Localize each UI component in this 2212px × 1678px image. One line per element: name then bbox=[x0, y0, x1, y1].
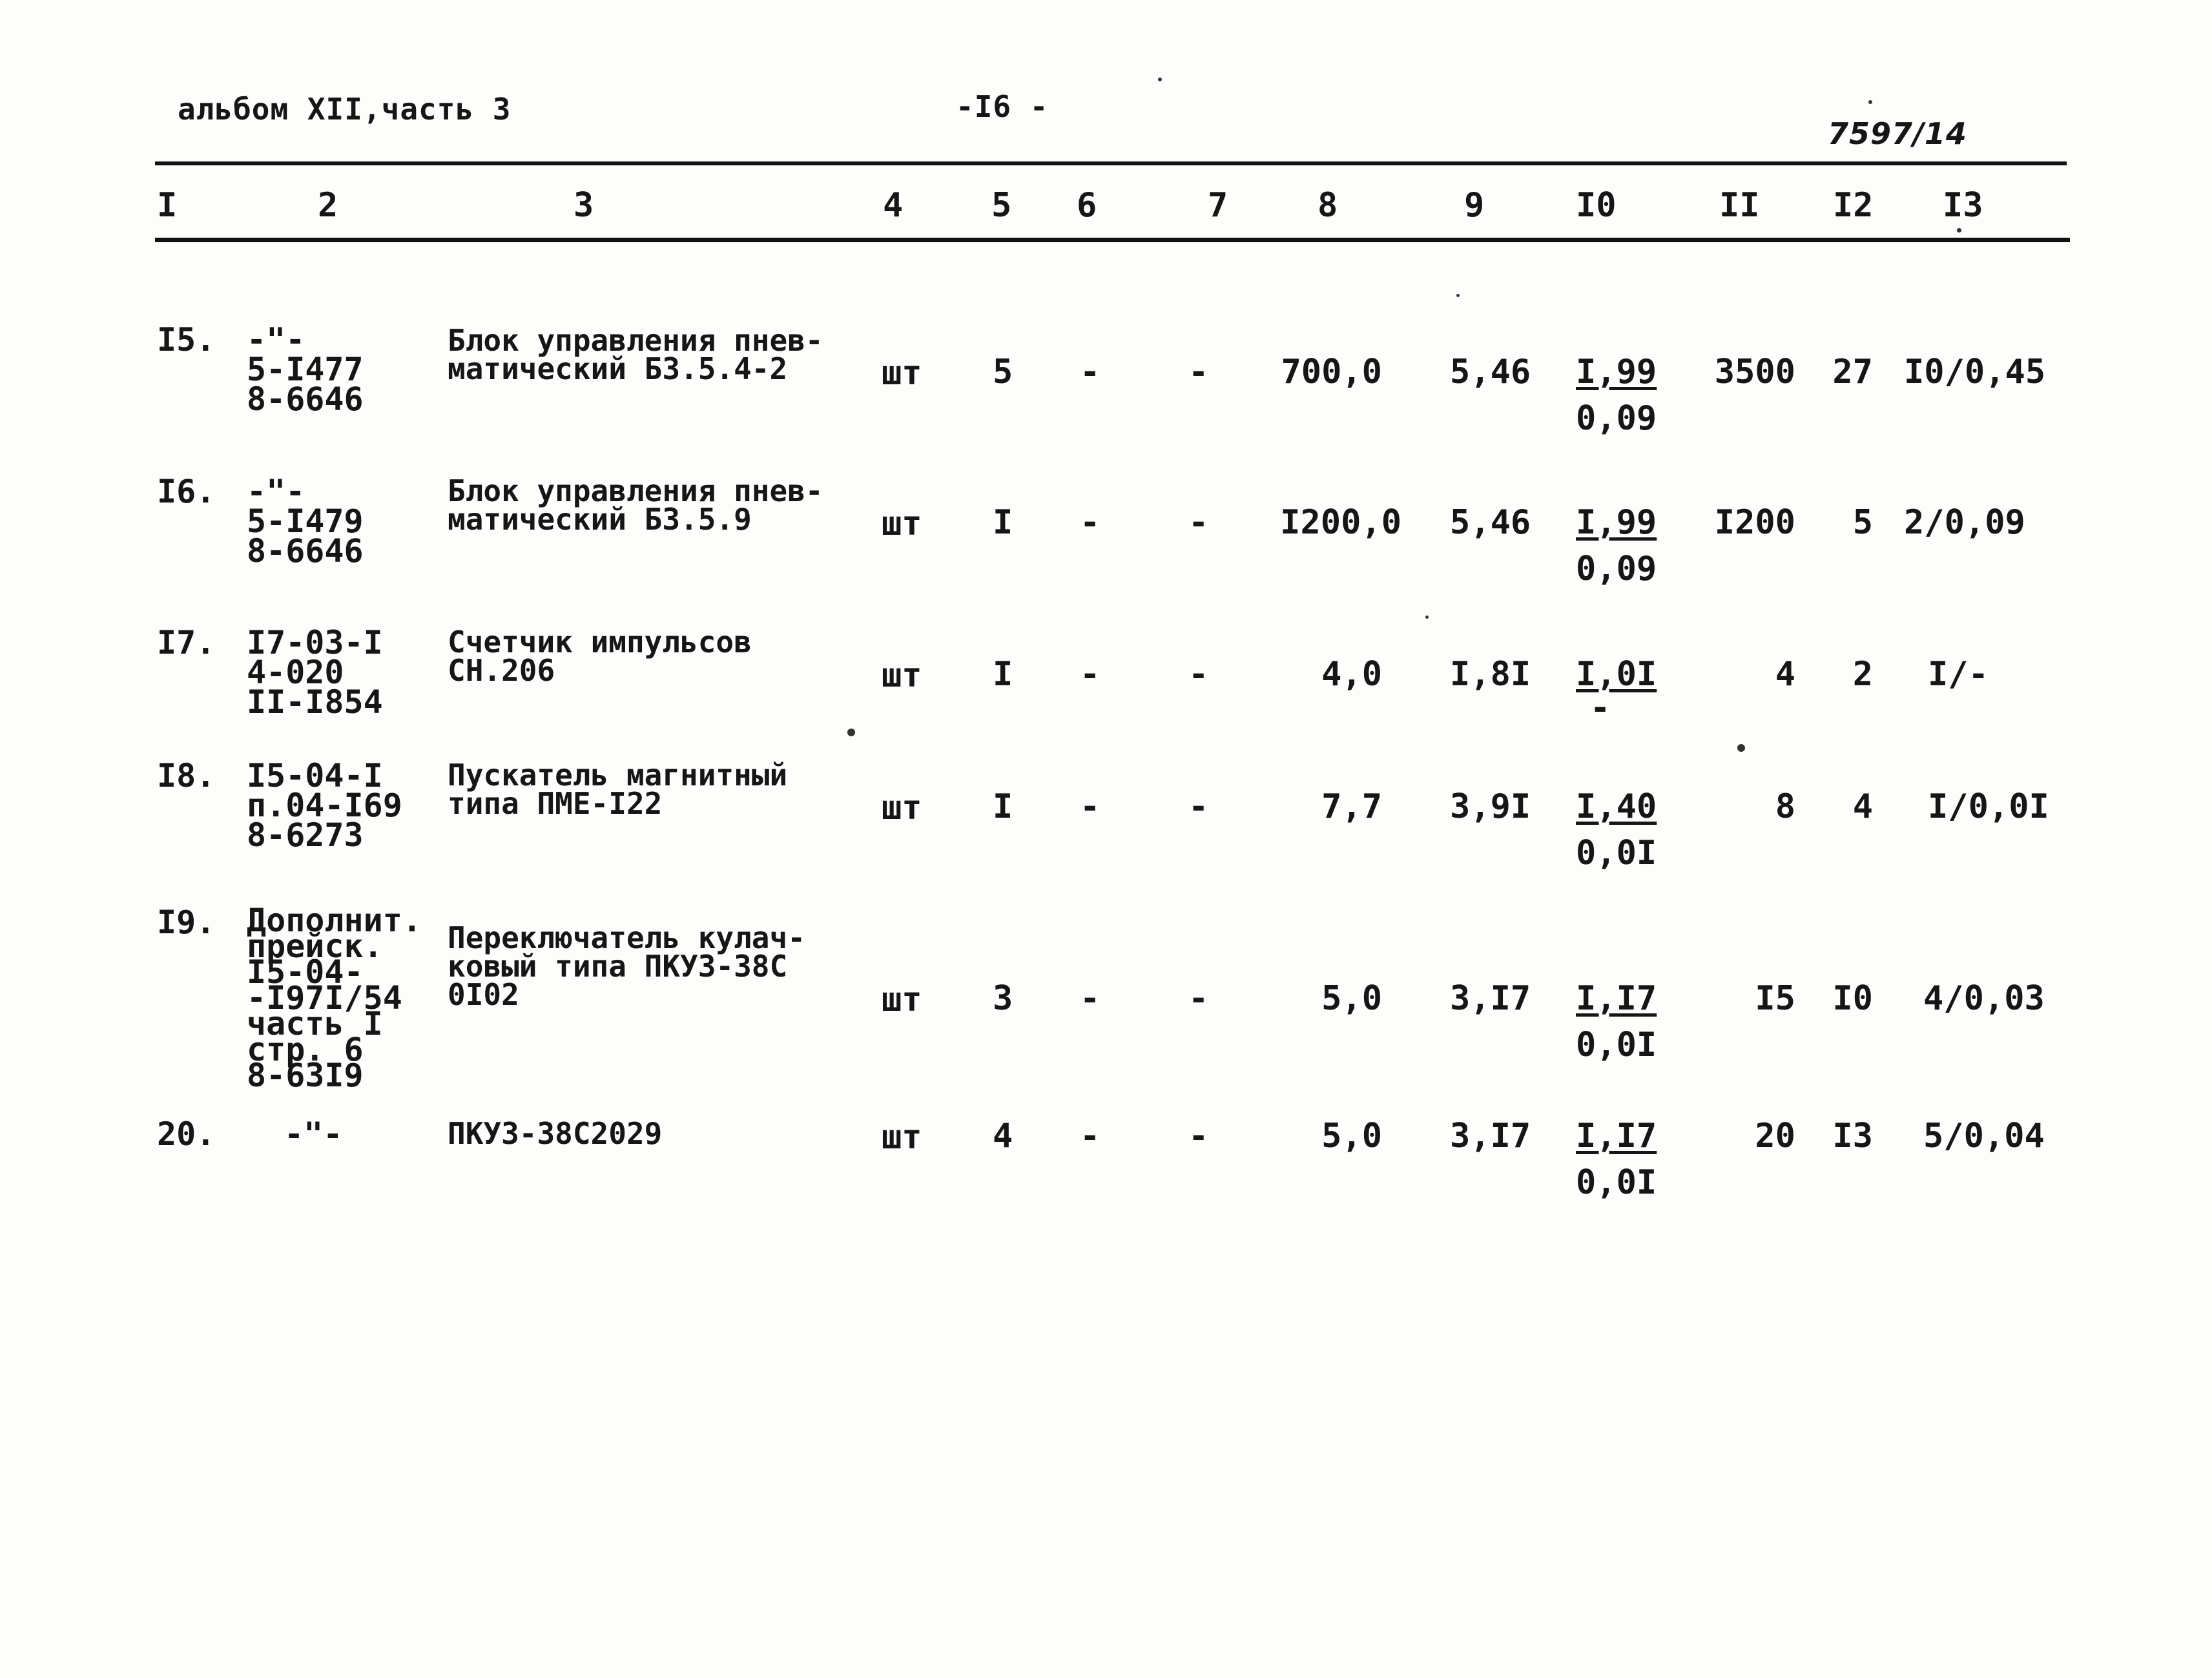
col10-bottom: 0,09 bbox=[1576, 399, 1657, 438]
col11-value: 20 bbox=[1755, 1117, 1795, 1155]
col9-value: 5,46 bbox=[1450, 353, 1531, 391]
column-header: I0 bbox=[1576, 186, 1617, 225]
price-reference: I7-03-I 4-020 II-I854 bbox=[247, 624, 383, 721]
col10-bottom: 0,09 bbox=[1576, 550, 1657, 588]
column-header: 9 bbox=[1464, 186, 1485, 225]
col10-fraction bbox=[1576, 979, 1657, 1064]
col6-value: - bbox=[1080, 787, 1101, 826]
col9-value: 3,I7 bbox=[1450, 979, 1531, 1018]
col13-value: 5/0,04 bbox=[1923, 1117, 2045, 1155]
col12-value: 2 bbox=[1852, 655, 1873, 694]
col10-bottom: 0,0I bbox=[1576, 1026, 1657, 1064]
col13-value: 2/0,09 bbox=[1904, 503, 2025, 542]
col7-value: - bbox=[1188, 655, 1209, 694]
col10-top: I,0I bbox=[1576, 655, 1657, 694]
column-header: 7 bbox=[1208, 186, 1228, 225]
item-name: Блок управления пнев- матический Б3.5.9 bbox=[448, 473, 823, 537]
scan-speck bbox=[1868, 100, 1872, 104]
scan-speck bbox=[1158, 78, 1162, 81]
column-header: 2 bbox=[318, 186, 338, 225]
col10-top: I,I7 bbox=[1576, 979, 1657, 1018]
quantity: 5 bbox=[993, 353, 1013, 391]
document-code: 7597/14 bbox=[1828, 116, 1967, 151]
column-header: I2 bbox=[1833, 186, 1874, 225]
col10-bottom: 0,0I bbox=[1576, 1163, 1657, 1202]
col8-value: 7,7 bbox=[1321, 787, 1382, 826]
col8-value: 5,0 bbox=[1321, 1117, 1382, 1155]
quantity: 3 bbox=[993, 979, 1013, 1018]
col10-fraction bbox=[1576, 1117, 1657, 1202]
unit: шт bbox=[882, 354, 922, 393]
col10-fraction bbox=[1576, 787, 1657, 873]
col8-value: 5,0 bbox=[1321, 979, 1382, 1018]
col10-fraction bbox=[1576, 503, 1657, 588]
col11-value: I200 bbox=[1714, 503, 1795, 542]
item-name: ПКУ3-38С2029 bbox=[448, 1116, 663, 1151]
column-header: 5 bbox=[991, 186, 1012, 225]
quantity: I bbox=[993, 787, 1013, 826]
item-name: Пускатель магнитный типа ПМЕ-I22 bbox=[448, 758, 788, 821]
col9-value: 3,9I bbox=[1450, 787, 1531, 826]
price-reference: -"- 5-I477 8-6646 bbox=[247, 321, 364, 418]
scan-speck bbox=[1456, 294, 1460, 297]
col6-value: - bbox=[1080, 1117, 1101, 1155]
row-number: I5. bbox=[157, 321, 216, 358]
col13-value: I/- bbox=[1928, 655, 1989, 694]
col6-value: - bbox=[1080, 655, 1101, 694]
col10-fraction bbox=[1576, 655, 1657, 727]
col11-value: 3500 bbox=[1714, 353, 1795, 391]
top-rule bbox=[155, 161, 2067, 165]
col12-value: 4 bbox=[1852, 787, 1873, 826]
col6-value: - bbox=[1080, 503, 1101, 542]
col12-value: I3 bbox=[1832, 1117, 1873, 1155]
col9-value: 5,46 bbox=[1450, 503, 1531, 542]
col7-value: - bbox=[1188, 979, 1209, 1018]
item-name: Переключатель кулач- ковый типа ПКУ3-38С 0I02 bbox=[448, 920, 805, 1012]
column-header: 3 bbox=[574, 186, 594, 225]
price-reference: -"- bbox=[284, 1115, 343, 1153]
col8-value: I200,0 bbox=[1280, 503, 1401, 542]
item-name: Счетчик импульсов СН.206 bbox=[448, 625, 752, 688]
col10-top: I,99 bbox=[1576, 503, 1657, 542]
col8-value: 4,0 bbox=[1321, 655, 1382, 694]
col10-top: I,I7 bbox=[1576, 1117, 1657, 1155]
quantity: I bbox=[993, 503, 1013, 542]
row-number: I8. bbox=[157, 757, 216, 794]
col8-value: 700,0 bbox=[1281, 353, 1382, 391]
price-reference: I5-04-I п.04-I69 8-6273 bbox=[247, 757, 402, 854]
col11-value: 4 bbox=[1775, 655, 1795, 694]
price-reference: Дополнит. прейск. I5-04- -I97I/54 часть I стр. 6 8-63I9 bbox=[247, 902, 422, 1094]
item-name: Блок управления пнев- матический Б3.5.4-2 bbox=[448, 323, 823, 386]
scan-speck bbox=[1737, 744, 1745, 752]
column-header: 8 bbox=[1318, 186, 1338, 225]
price-reference: -"- 5-I479 8-6646 bbox=[247, 473, 364, 570]
quantity: 4 bbox=[993, 1117, 1013, 1155]
col10-bottom: 0,0I bbox=[1576, 834, 1657, 873]
row-number: 20. bbox=[157, 1115, 216, 1153]
unit: шт bbox=[882, 980, 922, 1019]
album-title: альбом XII,часть 3 bbox=[178, 92, 512, 127]
column-header: I3 bbox=[1943, 186, 1983, 225]
unit: шт bbox=[882, 504, 922, 543]
col13-value: I/0,0I bbox=[1928, 787, 2049, 826]
column-header: II bbox=[1719, 186, 1760, 225]
col11-value: I5 bbox=[1755, 979, 1795, 1018]
col7-value: - bbox=[1188, 353, 1209, 391]
scan-speck bbox=[847, 729, 855, 736]
col6-value: - bbox=[1080, 979, 1101, 1018]
unit: шт bbox=[882, 656, 922, 695]
col7-value: - bbox=[1188, 503, 1209, 542]
scan-speck bbox=[1425, 616, 1429, 619]
col12-value: 5 bbox=[1852, 503, 1873, 542]
page-number: -I6 - bbox=[956, 89, 1049, 124]
quantity: I bbox=[993, 655, 1013, 694]
row-number: I6. bbox=[157, 473, 216, 510]
col10-top: I,40 bbox=[1576, 787, 1657, 826]
col9-value: 3,I7 bbox=[1450, 1117, 1531, 1155]
col10-top: I,99 bbox=[1576, 353, 1657, 391]
unit: шт bbox=[882, 1118, 922, 1157]
col13-value: 4/0,03 bbox=[1923, 979, 2045, 1018]
col7-value: - bbox=[1188, 787, 1209, 826]
unit: шт bbox=[882, 789, 922, 827]
column-header: 4 bbox=[883, 186, 904, 225]
col7-value: - bbox=[1188, 1117, 1209, 1155]
col12-value: I0 bbox=[1832, 979, 1873, 1018]
col11-value: 8 bbox=[1775, 787, 1795, 826]
row-number: I9. bbox=[157, 904, 216, 941]
row-number: I7. bbox=[157, 624, 216, 661]
col6-value: - bbox=[1080, 353, 1101, 391]
col13-value: I0/0,45 bbox=[1904, 353, 2046, 391]
column-header: I bbox=[157, 186, 178, 225]
col12-value: 27 bbox=[1832, 353, 1873, 391]
col10-bottom: - bbox=[1590, 689, 1611, 727]
column-header: 6 bbox=[1077, 186, 1097, 225]
scan-speck bbox=[1957, 228, 1961, 233]
col10-fraction bbox=[1576, 353, 1657, 438]
header-bottom-rule bbox=[155, 238, 2070, 242]
col9-value: I,8I bbox=[1450, 655, 1531, 694]
